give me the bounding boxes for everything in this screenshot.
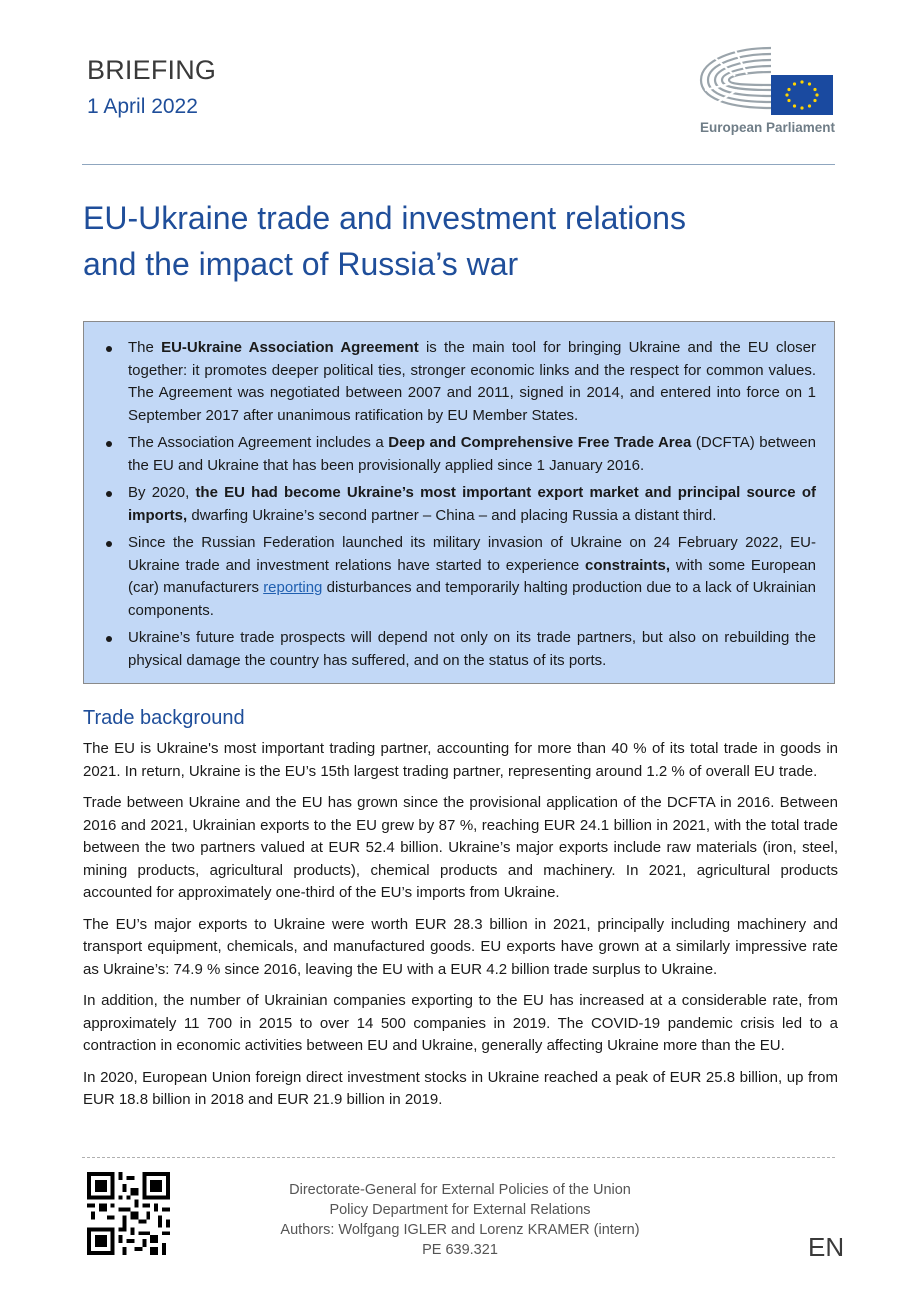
summary-item [128, 337, 816, 427]
summary-text: is the main tool for bringing Ukraine and the EU closer together: it promotes deeper political ties, stronger economic links and the respect for common values. The Agreement was negotiated between 2007 and 2011, signed in 2014, and entered into force on 1 September 2017 after unanimous ratification by EU Member States. [128, 339, 817, 424]
header-divider [82, 164, 835, 165]
publication-date: 1 April 2022 [87, 95, 198, 118]
european-parliament-logo [695, 42, 835, 142]
language-code: EN [808, 1232, 845, 1262]
summary-item [128, 432, 816, 477]
summary-item [128, 482, 816, 527]
logo-text: European Parliament [699, 120, 835, 135]
summary-item [128, 532, 816, 622]
summary-text: (DCFTA) between the EU and Ukraine that has been provisionally applied since 1 January 2016. [128, 434, 816, 474]
body-text [83, 738, 838, 1121]
summary-box [83, 321, 835, 684]
summary-bold: the EU had become Ukraine’s most important export market and principal source of imports, [128, 484, 816, 524]
paragraph: Trade between Ukraine and the EU has grown since the provisional application of the DCFTA in 2016. Between 2016 and 2021, Ukrainian exports to the EU grew by 87 %, reaching EUR 24.1 billion in 2021, with the total trade between the two partners valued at EUR 52.4 billion. Ukraine’s major exports include raw materials (iron, steel, mining products, agricultural products), chemical products and machinery. In 2021, agricultural products accounted for approximately one-third of the EU’s imports from Ukraine. [83, 794, 838, 901]
summary-text: Ukraine’s future trade prospects will depend not only on its trade partners, but also on rebuilding the physical damage the country has suffered, and on the status of its ports. [128, 629, 816, 669]
summary-text: The [128, 339, 162, 356]
summary-item [128, 627, 816, 672]
title-line-1: EU-Ukraine trade and investment relations [83, 200, 686, 236]
summary-text: disturbances and temporarily halting production due to a lack of Ukrainian components. [128, 579, 816, 619]
doc-type: BRIEFING [87, 55, 217, 85]
summary-text: The Association Agreement includes a [128, 434, 389, 451]
parliament-hemicycle-icon [695, 42, 835, 118]
footer-pe-number: PE 639.321 [422, 1242, 498, 1258]
footer-divider [82, 1157, 835, 1158]
footer-department: Policy Department for External Relations [329, 1202, 591, 1218]
footer-authors: Authors: Wolfgang IGLER and Lorenz KRAMER (intern) [280, 1222, 640, 1238]
paragraph: In addition, the number of Ukrainian companies exporting to the EU has increased at a considerable rate, from approximately 11 700 in 2015 to over 14 500 companies in 2019. The COVID-19 pandemic crisis led to a contraction in economic activities between EU and Ukraine, generally affecting Ukraine more than the EU. [83, 992, 838, 1054]
paragraph: In 2020, European Union foreign direct investment stocks in Ukraine reached a peak of EUR 25.8 billion, up from EUR 18.8 billion in 2018 and EUR 21.9 billion in 2019. [83, 1068, 838, 1108]
qr-code-icon [87, 1172, 170, 1255]
summary-text: with some European (car) manufacturers [128, 556, 816, 596]
paragraph: The EU’s major exports to Ukraine were worth EUR 28.3 billion in 2021, principally including machinery and transport equipment, chemicals, and manufactured goods. EU exports have grown at a similarly impressive rate as Ukraine’s: 74.9 % since 2016, leaving the EU with a EUR 4.2 billion trade surplus to Ukraine. [83, 915, 838, 978]
summary-text: By 2020, [128, 484, 196, 501]
summary-bold: constraints, [585, 556, 671, 574]
summary-bold: EU-Ukraine Association Agreement [161, 339, 419, 356]
reporting-link[interactable]: reporting [263, 579, 323, 596]
page-title [83, 195, 843, 287]
summary-list [84, 322, 834, 672]
paragraph: The EU is Ukraine's most important trading partner, accounting for more than 40 % of its total trade in goods in 2021. In return, Ukraine is the EU’s 15th largest trading partner, representing around 1.2 % of overall EU trade. [83, 740, 838, 780]
footer-info [240, 1180, 680, 1260]
summary-text: Since the Russian Federation launched its military invasion of Ukraine on 24 February 2022, EU-Ukraine trade and investment relations have started to experience [128, 534, 816, 574]
title-line-2: and the impact of Russia’s war [83, 246, 519, 282]
summary-text: dwarfing Ukraine’s second partner – China – and placing Russia a distant third. [187, 506, 717, 524]
footer-directorate: Directorate-General for External Policies of the Union [289, 1182, 631, 1198]
summary-bold: Deep and Comprehensive Free Trade Area [388, 434, 692, 451]
header-left [87, 54, 216, 120]
section-heading: Trade background [83, 707, 245, 729]
